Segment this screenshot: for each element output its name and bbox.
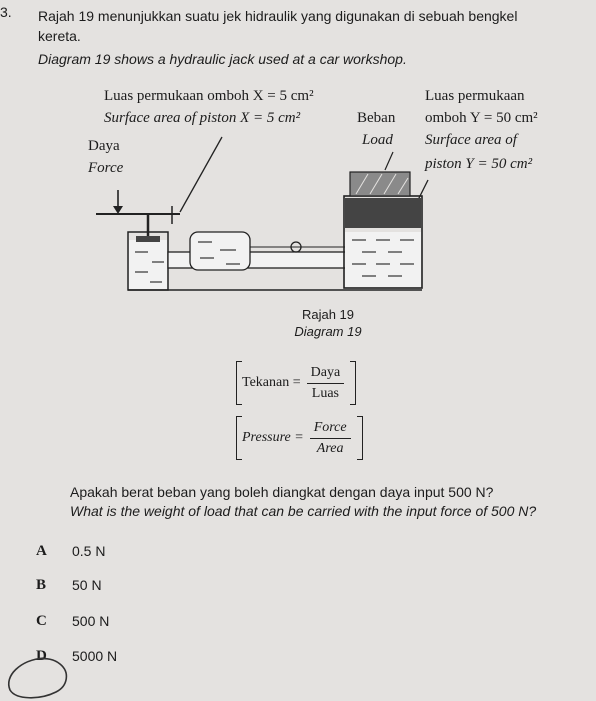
formula-english-lhs: Pressure = bbox=[242, 430, 304, 445]
beban-label: Beban bbox=[357, 110, 396, 126]
formula-bracket-right bbox=[357, 416, 363, 460]
piston-y-label-malay-2: omboh Y = 50 cm² bbox=[425, 110, 538, 126]
option-d-text[interactable]: 5000 N bbox=[72, 648, 118, 664]
question-number: 3. bbox=[0, 4, 12, 20]
option-a-letter[interactable]: A bbox=[36, 543, 47, 559]
piston-x-label-malay: Luas permukaan omboh X = 5 cm² bbox=[104, 88, 314, 104]
question-text-english: Diagram 19 shows a hydraulic jack used at a car workshop. bbox=[38, 51, 407, 67]
option-d-letter[interactable]: D bbox=[36, 648, 47, 664]
question-text-malay-line1: Rajah 19 menunjukkan suatu jek hidraulik yang digunakan di sebuah bengkel bbox=[38, 8, 518, 24]
daya-label: Daya bbox=[88, 138, 120, 154]
load-label: Load bbox=[362, 132, 393, 148]
option-c-letter[interactable]: C bbox=[36, 613, 47, 629]
formula-malay-fraction bbox=[307, 365, 345, 402]
piston-y-label-english-2: piston Y = 50 cm² bbox=[425, 156, 533, 172]
diagram-caption-english: Diagram 19 bbox=[294, 324, 362, 339]
formula-malay bbox=[236, 361, 356, 405]
formula-english-numerator: Force bbox=[310, 420, 351, 439]
piston-y-label-english-1: Surface area of bbox=[425, 132, 517, 148]
option-b-letter[interactable]: B bbox=[36, 577, 47, 593]
piston-y-label-malay-1: Luas permukaan bbox=[425, 88, 525, 104]
formula-english-denominator: Area bbox=[316, 440, 344, 456]
prompt-malay: Apakah berat beban yang boleh diangkat dengan daya input 500 N? bbox=[70, 484, 494, 500]
option-a-text[interactable]: 0.5 N bbox=[72, 543, 106, 559]
formula-english-fraction bbox=[310, 420, 351, 457]
formula-malay-numerator: Daya bbox=[307, 365, 345, 384]
prompt-english: What is the weight of load that can be carried with the input force of 500 N? bbox=[70, 503, 537, 519]
question-text-malay-line2: kereta. bbox=[38, 28, 81, 44]
diagram-caption-malay: Rajah 19 bbox=[301, 307, 355, 322]
formula-english bbox=[236, 416, 363, 460]
formula-malay-lhs: Tekanan = bbox=[242, 375, 301, 390]
option-b-text[interactable]: 50 N bbox=[72, 577, 102, 593]
formula-bracket-right bbox=[350, 361, 356, 405]
formula-malay-denominator: Luas bbox=[311, 385, 339, 401]
piston-x-label-english: Surface area of piston X = 5 cm² bbox=[104, 110, 301, 126]
option-c-text[interactable]: 500 N bbox=[72, 613, 110, 629]
force-label: Force bbox=[88, 160, 124, 176]
